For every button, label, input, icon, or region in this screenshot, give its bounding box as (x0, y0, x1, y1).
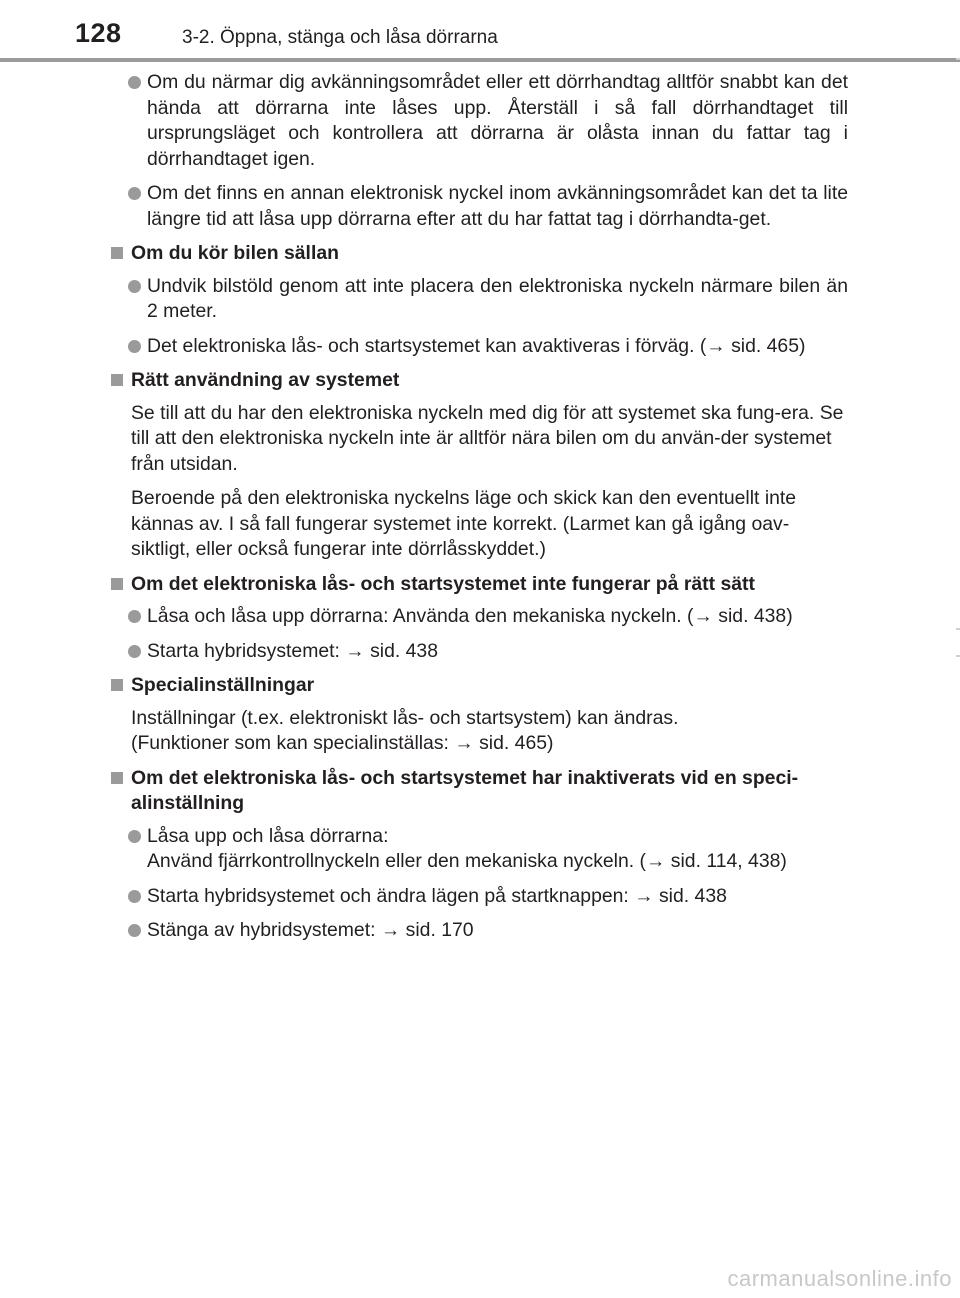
paragraph: Beroende på den elektroniska nyckelns läge och skick kan den eventuellt inte kännas av. I så fall fungerar systemet inte korrekt. (Larmet kan gå igång oav-siktligt, eller också fungerar inte dörrlåsskyddet.) (131, 487, 797, 560)
heading-text: Om du kör bilen sällan (131, 242, 339, 264)
bullet-text: Starta hybridsystemet och ändra lägen på startknappen: → sid. 438 (147, 884, 727, 907)
page-content (108, 70, 848, 953)
bullet-dot-icon (128, 830, 141, 843)
page-number: 128 (75, 18, 122, 48)
square-bullet-icon (111, 772, 123, 784)
bullet-text: Om det finns en annan elektronisk nyckel inom avkänningsområdet kan det ta lite längre tid att låsa upp dörrarna efter att du har fattat tag i dörrhandta-get. (147, 182, 848, 230)
bullet-text: Låsa och låsa upp dörrarna: Använda den mekaniska nyckeln. (→ sid. 438) (147, 605, 793, 627)
bullet-item (108, 181, 848, 232)
heading-text: Rätt användning av systemet (131, 369, 400, 391)
bullet-dot-icon (128, 76, 141, 89)
bullet-dot-icon (128, 924, 141, 937)
bullet-text: Stänga av hybridsystemet: → sid. 170 (147, 919, 474, 941)
page-header (0, 0, 960, 60)
paragraph-line: (Funktioner som kan specialinställas: → sid. 465) (131, 732, 554, 754)
section-heading (108, 673, 848, 699)
crop-mark (956, 58, 960, 60)
bullet-text: Om du närmar dig avkänningsområdet eller ett dörrhandtag alltför snabbt kan det hända att dörrarna inte låses upp. Återställ i så fall dörrhandtaget till ursprungsläget och kontrollera att dörrarna är olåsta innan du fattar tag i dörrhandtaget igen. (147, 71, 848, 170)
square-bullet-icon (111, 374, 123, 386)
bullet-item (108, 824, 848, 875)
bullet-item (108, 918, 848, 944)
header-rule (0, 58, 960, 62)
bullet-dot-icon (128, 645, 141, 658)
heading-text: Om det elektroniska lås- och startsystemet inte fungerar på rätt sätt (131, 572, 755, 595)
section-heading (108, 241, 848, 267)
paragraph: Se till att du har den elektroniska nyckeln med dig för att systemet ska fung-era. Se till att den elektroniska nyckeln inte är alltför nära bilen om du använ-der systemet från utsidan. (131, 401, 844, 475)
crop-mark (956, 628, 960, 630)
square-bullet-icon (111, 679, 123, 691)
bullet-dot-icon (128, 890, 141, 903)
bullet-text: Starta hybridsystemet: → sid. 438 (147, 639, 438, 662)
section-heading (108, 766, 848, 817)
bullet-item (108, 334, 848, 360)
bullet-text: Använd fjärrkontrollnyckeln eller den mekaniska nyckeln. (→ sid. 114, 438) (147, 850, 787, 872)
watermark: carmanualsonline.info (727, 1266, 952, 1291)
crop-mark (956, 655, 960, 657)
section-heading (108, 368, 848, 394)
paragraph (108, 706, 848, 757)
bullet-text: Det elektroniska lås- och startsystemet kan avaktiveras i förväg. (→ sid. 465) (147, 334, 806, 357)
bullet-dot-icon (128, 280, 141, 293)
bullet-dot-icon (128, 610, 141, 623)
bullet-text: Låsa upp och låsa dörrarna: (147, 824, 389, 847)
section-heading (108, 572, 848, 598)
bullet-item (108, 604, 848, 630)
bullet-item (108, 884, 848, 910)
section-title: 3-2. Öppna, stänga och låsa dörrarna (182, 27, 498, 48)
bullet-text: Undvik bilstöld genom att inte placera den elektroniska nyckeln närmare bilen än 2 meter. (147, 274, 848, 322)
heading-text: Om det elektroniska lås- och startsystemet har inaktiverats vid en speci-alinställning (131, 766, 799, 814)
square-bullet-icon (111, 578, 123, 590)
paragraph-line: Inställningar (t.ex. elektroniskt lås- och startsystem) kan ändras. (131, 706, 679, 729)
bullet-item (108, 70, 848, 172)
square-bullet-icon (111, 247, 123, 259)
bullet-dot-icon (128, 340, 141, 353)
bullet-item (108, 639, 848, 665)
bullet-dot-icon (128, 187, 141, 200)
heading-text: Specialinställningar (131, 674, 315, 696)
bullet-item (108, 274, 848, 325)
